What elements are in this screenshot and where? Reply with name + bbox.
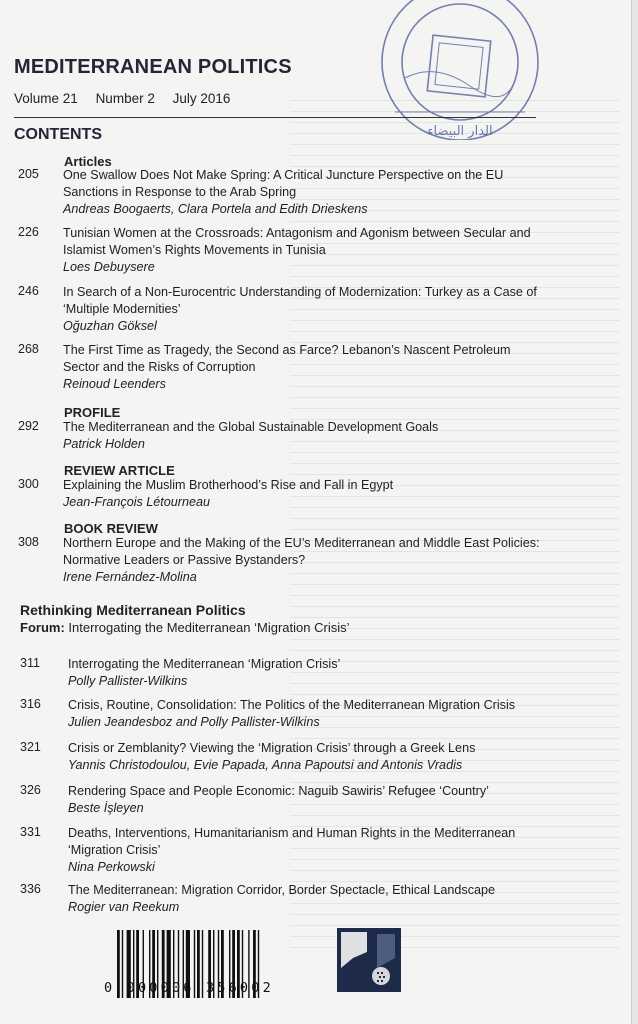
forum-subtitle: Interrogating the Mediterranean ‘Migration Crisis’ [68,620,350,635]
publisher-logo-icon [337,928,401,992]
article-title: Rendering Space and People Economic: Naguib Sawiris’ Refugee ‘Country’ [68,784,489,798]
page-number: 336 [20,882,41,896]
article-authors: Yannis Christodoulou, Evie Papada, Anna Papoutsi and Antonis Vradis [68,758,463,772]
barcode-digits: 0 000006 356002 [104,980,274,996]
article-authors: Nina Perkowski [68,860,155,874]
article-title: The Mediterranean: Migration Corridor, Border Spectacle, Ethical Landscape [68,883,496,897]
page-number: 292 [18,419,39,433]
article-authors: Andreas Boogaerts, Clara Portela and Edith Drieskens [63,202,368,216]
article-title: The First Time as Tragedy, the Second as Farce? Lebanon’s Nascent Petroleum Sector and the Risks of Corruption [63,343,511,374]
page-number: 331 [20,825,41,839]
forum-subheading [20,620,349,635]
header-rule [14,117,536,118]
article-title: In Search of a Non-Eurocentric Understanding of Modernization: Turkey as a Case of ‘Multiple Modernities’ [63,285,537,316]
journal-title: MEDITERRANEAN POLITICS [14,56,292,78]
article-title: Interrogating the Mediterranean ‘Migration Crisis’ [68,657,341,671]
article-title: The Mediterranean and the Global Sustainable Development Goals [63,420,439,434]
article-authors: Beste İşleyen [68,801,144,815]
section-profile: PROFILE [64,405,121,420]
section-review-article: REVIEW ARTICLE [64,463,175,478]
page-number: 321 [20,740,41,754]
library-stamp-icon [375,0,545,140]
article-authors: Julien Jeandesboz and Polly Pallister-Wilkins [68,715,320,729]
issue-date: July 2016 [172,91,231,106]
section-book-review: BOOK REVIEW [64,521,158,536]
issue-info [14,91,244,106]
page-number: 311 [20,656,40,670]
article-authors: Rogier van Reekum [68,900,180,914]
article-title: One Swallow Does Not Make Spring: A Critical Juncture Perspective on the EU Sanctions in Response to the Arab Spring [63,168,504,199]
page-number: 300 [18,477,39,491]
page-number: 316 [20,697,41,711]
article-authors: Patrick Holden [63,437,145,451]
page-number: 268 [18,342,39,356]
article-authors: Oğuzhan Göksel [63,319,157,333]
page-number: 308 [18,535,39,549]
contents-heading: CONTENTS [14,126,102,143]
volume: Volume 21 [14,91,78,106]
article-title: Deaths, Interventions, Humanitarianism and Human Rights in the Mediterranean ‘Migration Crisis’ [68,826,516,857]
stamp-text: الدار البيضاء [427,124,493,139]
section-articles: Articles [64,154,112,169]
page-number: 226 [18,225,39,239]
page-edge [631,0,638,1024]
article-title: Explaining the Muslim Brotherhood’s Rise and Fall in Egypt [63,478,394,492]
page-number: 205 [18,167,39,181]
page-number: 326 [20,783,41,797]
article-authors: Jean-François Létourneau [63,495,211,509]
article-authors: Polly Pallister-Wilkins [68,674,188,688]
article-title: Crisis or Zemblanity? Viewing the ‘Migration Crisis’ through a Greek Lens [68,741,476,755]
issue-number: Number 2 [95,91,155,106]
forum-label: Forum: [20,620,65,635]
article-authors: Irene Fernández-Molina [63,570,197,584]
forum-heading: Rethinking Mediterranean Politics [20,602,246,618]
page-number: 246 [18,284,39,298]
article-title: Tunisian Women at the Crossroads: Antagonism and Agonism between Secular and Islamist Women’s Rights Movements in Tunisia [63,226,531,257]
article-authors: Reinoud Leenders [63,377,166,391]
article-authors: Loes Debuysere [63,260,155,274]
article-title: Crisis, Routine, Consolidation: The Politics of the Mediterranean Migration Crisis [68,698,516,712]
article-title: Northern Europe and the Making of the EU’s Mediterranean and Middle East Policies: Normative Leaders or Passive Bystanders? [63,536,540,567]
